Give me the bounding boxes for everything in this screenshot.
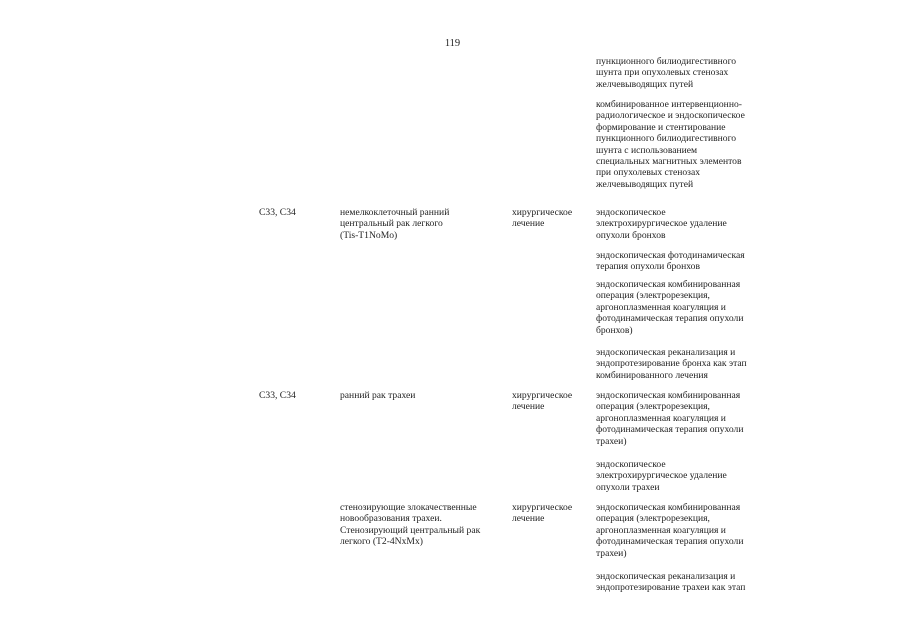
procedure-item: эндоскопическое электрохирургическое удаление опухоли бронхов [596, 207, 727, 241]
procedure-item: эндоскопическая реканализация и эндопротезирование бронха как этап комбинированного лечения [596, 347, 747, 381]
diagnosis-code: C33, C34 [259, 207, 296, 218]
procedure-continuation: комбинированное интервенционно- радиологическое и эндоскопическое формирование и стентирование пункционного билиодигестивного шунта с использованием специальных магнитных элементов при опухолевых стенозах желчевыводящих путей [596, 99, 745, 190]
procedure-item: эндоскопическая комбинированная операция (электрорезекция, аргоноплазменная коагуляция и фотодинамическая терапия опухоли трахеи) [596, 390, 744, 447]
procedure-continuation: пункционного билиодигестивного шунта при опухолевых стенозах желчевыводящих путей [596, 56, 737, 90]
diagnosis-code: C33, C34 [259, 390, 296, 401]
treatment-type: хирургическое лечение [512, 502, 573, 525]
treatment-type: хирургическое лечение [512, 207, 573, 230]
page-number: 119 [444, 38, 461, 49]
diagnosis-description: немелкоклеточный ранний центральный рак легкого (Tis-T1NoMo) [340, 207, 450, 241]
procedure-item: эндоскопическая фотодинамическая терапия опухоли бронхов [596, 250, 745, 273]
procedure-item: эндоскопическая комбинированная операция (электрорезекция, аргоноплазменная коагуляция и фотодинамическая терапия опухоли трахеи) [596, 502, 744, 559]
diagnosis-description: ранний рак трахеи [340, 390, 416, 401]
diagnosis-description: стенозирующие злокачественные новообразования трахеи. Стенозирующий центральный рак легкого (T2-4NxMx) [340, 502, 481, 548]
procedure-item: эндоскопическое электрохирургическое удаление опухоли трахеи [596, 459, 727, 493]
procedure-item: эндоскопическая реканализация и эндопротезирование трахеи как этап [596, 571, 746, 594]
treatment-type: хирургическое лечение [512, 390, 573, 413]
procedure-item: эндоскопическая комбинированная операция (электрорезекция, аргоноплазменная коагуляция и фотодинамическая терапия опухоли бронхов) [596, 279, 744, 336]
